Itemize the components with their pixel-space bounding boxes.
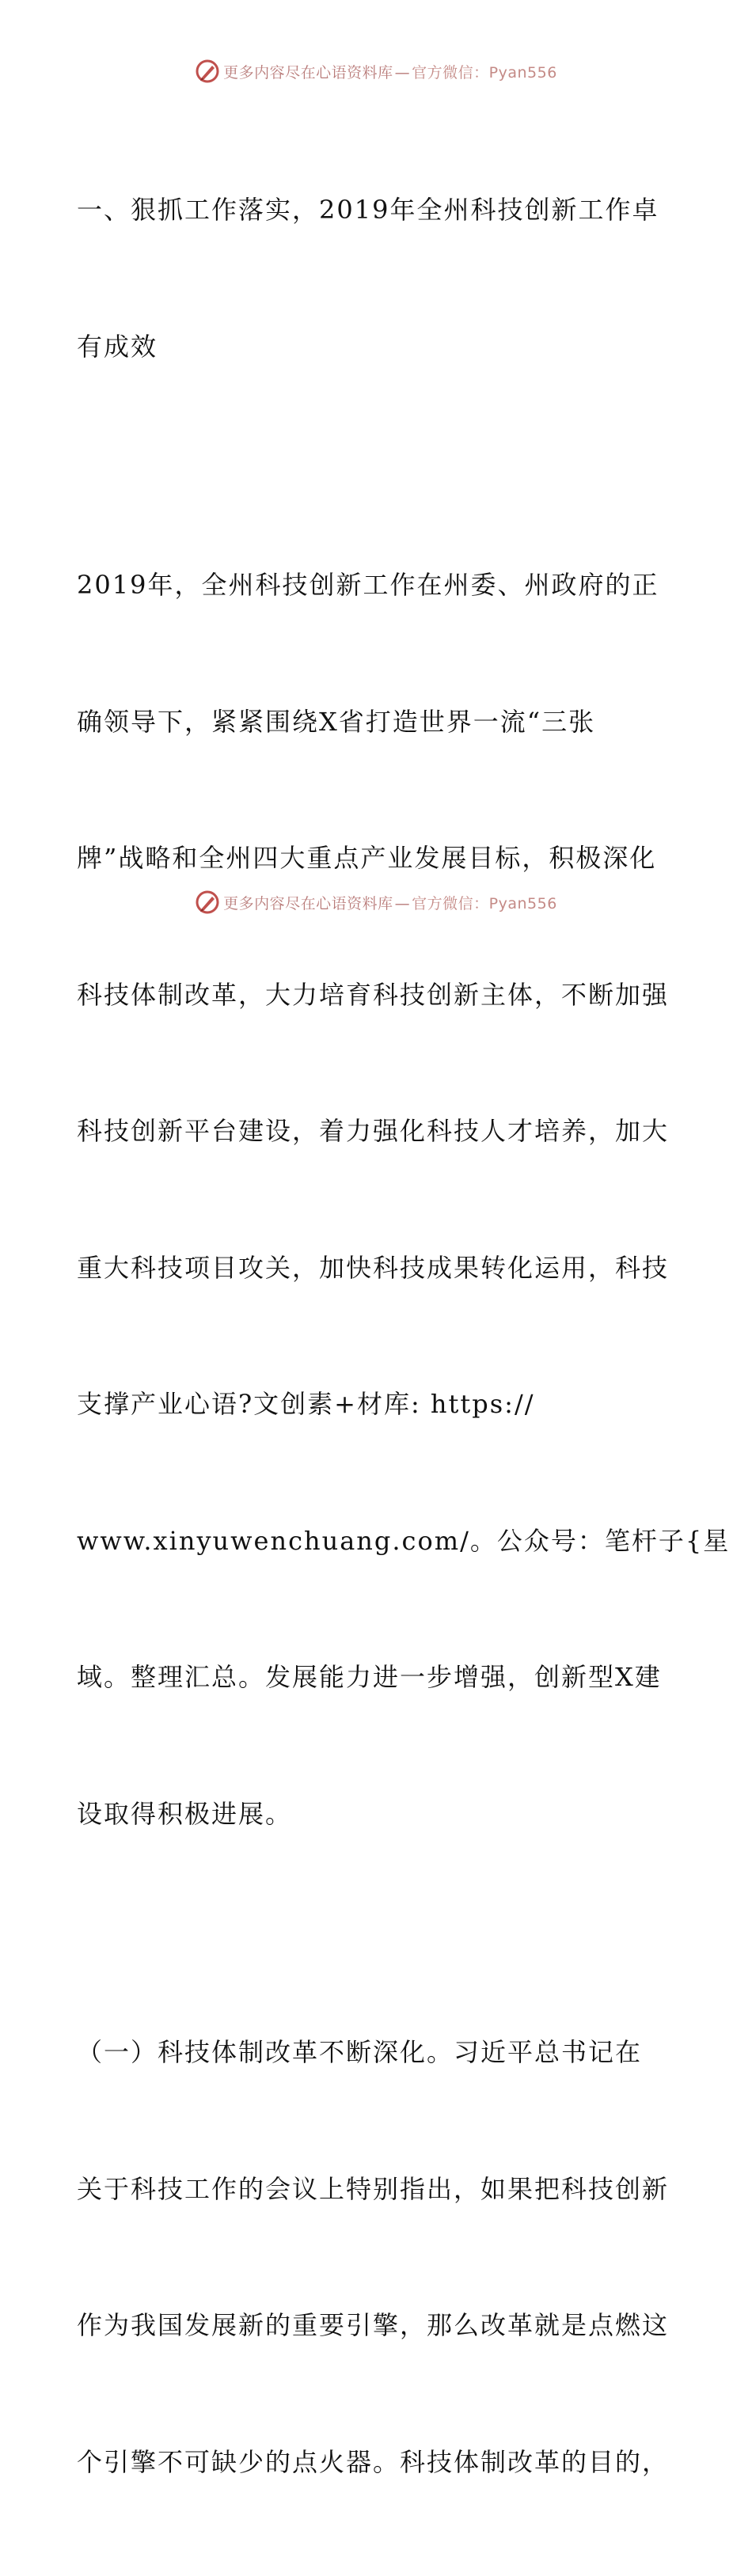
paragraph-line: 2019年，全州科技创新工作在州委、州政府的正 xyxy=(77,570,659,600)
banner-text xyxy=(223,61,557,82)
banner-wechat-text: 官方微信：Pyan556 xyxy=(412,894,557,912)
paragraph-line: 作为我国发展新的重要引擎，那么改革就是点燃这 xyxy=(77,2310,670,2340)
paragraph-line: 科技创新平台建设，着力强化科技人才培养，加大 xyxy=(77,1116,670,1146)
header-banner xyxy=(0,55,752,87)
paragraph-line: 个引擎不可缺少的点火器。科技体制改革的目的， xyxy=(77,2446,670,2477)
paragraph-line: 确领导下，紧紧围绕X省打造世界一流“三张 xyxy=(77,706,596,737)
pen-circle-logo-icon xyxy=(195,890,220,915)
banner-separator: — xyxy=(394,894,411,912)
document-body xyxy=(77,97,731,2576)
paragraph-line: www.xinyuwenchuang.com/。公众号：笔杆子{星 xyxy=(77,1525,731,1556)
paragraph-line: 关于科技工作的会议上特别指出，如果把科技创新 xyxy=(77,2173,670,2204)
paragraph-line: （一）科技体制改革不断深化。习近平总书记在 xyxy=(77,2037,643,2067)
paragraph-line: 重大科技项目攻关，加快科技成果转化运用，科技 xyxy=(77,1252,670,1283)
heading-line: 有成效 xyxy=(77,331,158,362)
paragraph-line: 支撑产业心语?文创素+材库: https:// xyxy=(77,1389,535,1419)
footer-banner xyxy=(0,886,752,918)
banner-text xyxy=(223,892,557,913)
banner-wechat-text: 官方微信：Pyan556 xyxy=(412,63,557,82)
heading-line: 一、狠抓工作落实，2019年全州科技创新工作卓 xyxy=(77,195,659,225)
paragraph-line: 牌”战略和全州四大重点产业发展目标，积极深化 xyxy=(77,843,657,873)
banner-library-text: 更多内容尽在心语资料库 xyxy=(223,894,393,912)
banner-separator: — xyxy=(394,63,411,82)
paragraph-line: 科技体制改革，大力培育科技创新主体，不断加强 xyxy=(77,979,670,1010)
pen-circle-logo-icon xyxy=(195,59,220,84)
paragraph-line: 设取得积极进展。 xyxy=(77,1798,293,1829)
section-heading xyxy=(77,97,678,461)
paragraph-2 xyxy=(77,1939,678,2576)
banner-library-text: 更多内容尽在心语资料库 xyxy=(223,63,393,82)
paragraph-line: 域。整理汇总。发展能力进一步增强，创新型X建 xyxy=(77,1662,662,1692)
paragraph-1 xyxy=(77,472,731,1928)
